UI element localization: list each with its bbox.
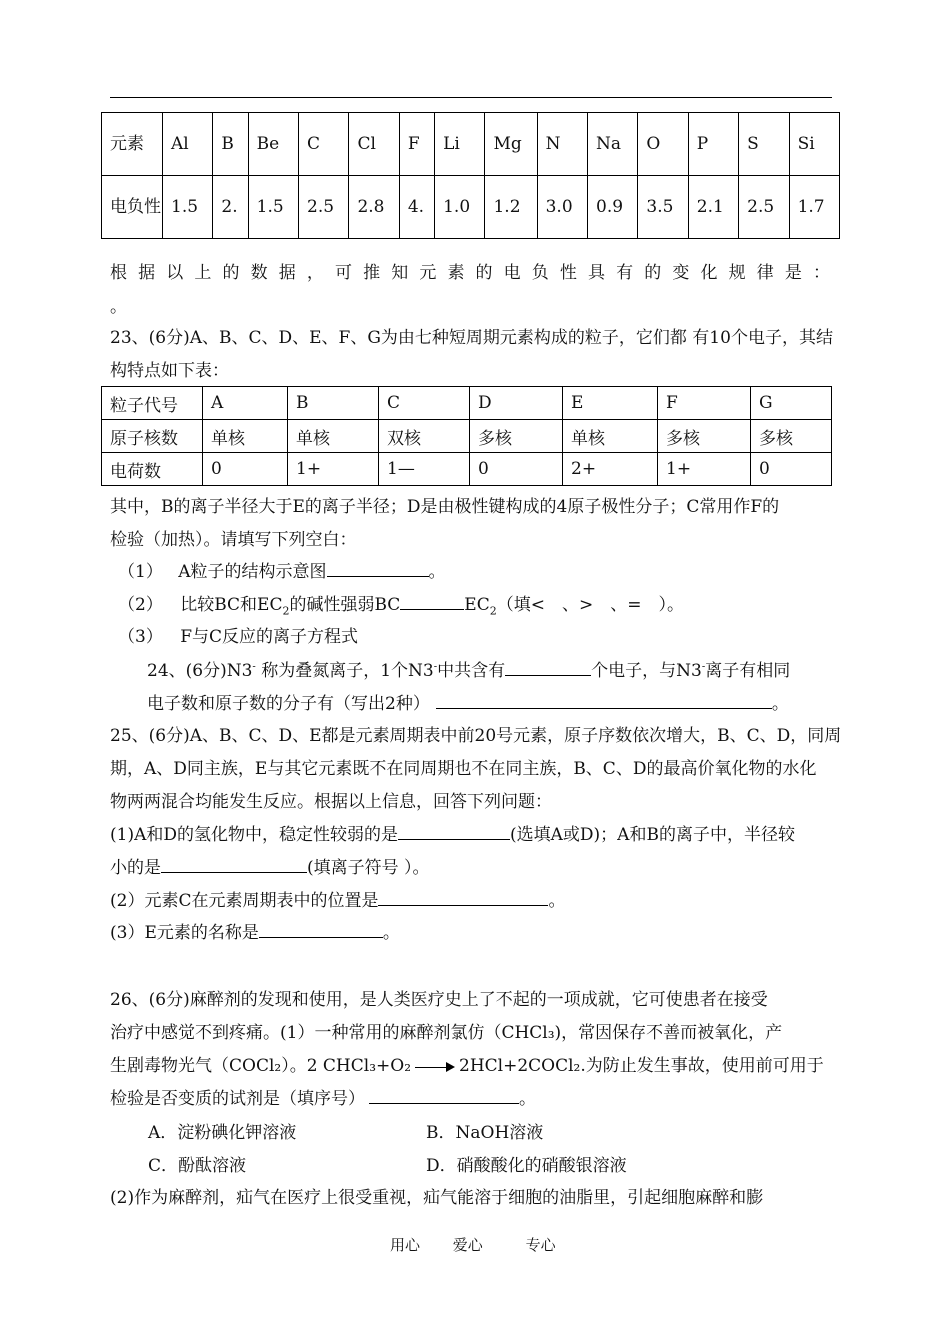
q25-text: 。 <box>548 891 566 911</box>
table-cell: 1— <box>379 453 470 486</box>
subscript: 2 <box>282 604 290 618</box>
table-cell: 0 <box>470 453 563 486</box>
answer-blank[interactable] <box>378 891 548 906</box>
answer-blank[interactable] <box>398 825 510 840</box>
q26-line5: (2)作为麻醉剂，疝气在医疗上很受重视，疝气能溶于细胞的油脂里，引起细胞麻醉和膨 <box>110 1188 764 1208</box>
table-header-cell: A <box>203 387 288 420</box>
table-row <box>102 113 840 176</box>
q24-line1 <box>147 656 790 681</box>
q24-text: 称为叠氮离子，1个N3 <box>255 661 434 681</box>
table-cell: Cl <box>349 113 399 176</box>
q25-text: (1)A和D的氢化物中，稳定性较弱的是 <box>110 825 398 845</box>
table-cell: 1+ <box>658 453 751 486</box>
table-cell: B <box>213 113 248 176</box>
answer-blank[interactable] <box>161 858 307 873</box>
q24-text: 中共含有 <box>437 661 506 681</box>
q25-line4 <box>110 820 795 845</box>
q24-text: 电子数和原子数的分子有（写出2种） <box>147 694 430 714</box>
table-cell: 2.8 <box>349 176 399 239</box>
table-cell: 1.5 <box>163 176 213 239</box>
table-cell: 双核 <box>379 420 470 453</box>
table-header-cell: 元素 <box>102 113 163 176</box>
table-cell: 2+ <box>563 453 658 486</box>
table-header-cell: B <box>288 387 379 420</box>
table-cell: N <box>537 113 587 176</box>
q26-line3 <box>110 1051 824 1076</box>
table-row <box>102 420 832 453</box>
part-text: EC <box>464 595 490 615</box>
table-cell: Na <box>588 113 638 176</box>
q23-text-line1: 23、(6分)A、B、C、D、E、F、G为由七种短周期元素构成的粒子，它们都 有10个电子，其结 <box>110 328 833 348</box>
part-number: （3） <box>118 627 163 647</box>
table-cell: Mg <box>485 113 537 176</box>
footer-text: 用心 <box>390 1236 421 1254</box>
q25-line3: 物两两混合均能发生反应。根据以上信息，回答下列问题： <box>110 792 552 812</box>
table-cell: 电荷数 <box>102 453 203 486</box>
particle-table <box>101 386 832 486</box>
answer-blank[interactable] <box>369 1089 519 1104</box>
part-text: F与C反应的离子方程式 <box>180 627 359 647</box>
table-header-cell: F <box>658 387 751 420</box>
q26-text: 生剧毒物光气（COCl₂）。2 CHCl₃+O₂ <box>110 1056 412 1076</box>
q22-text-line2: 。 <box>110 297 127 317</box>
q26-option-b: B．NaOH溶液 <box>426 1123 544 1143</box>
answer-blank[interactable] <box>505 661 591 676</box>
part-end: 。 <box>428 562 446 582</box>
table-cell: 单核 <box>288 420 379 453</box>
q24-text: 24、(6分)N3 <box>147 661 253 681</box>
q25-line5 <box>110 853 430 878</box>
table-cell: C <box>299 113 349 176</box>
q25-line2: 期，A、D同主族，E与其它元素既不在同周期也不在同主族，B、C、D的最高价氧化物的水化 <box>110 759 817 779</box>
table-cell: S <box>739 113 789 176</box>
table-cell: Al <box>163 113 213 176</box>
answer-blank[interactable] <box>400 595 464 610</box>
q24-text: 离子有相同 <box>705 661 791 681</box>
superscript: - <box>701 661 706 673</box>
table-cell: 0 <box>751 453 832 486</box>
footer-text: 专心 <box>525 1236 556 1254</box>
q24-text: 个电子，与N3 <box>591 661 702 681</box>
table-cell: 单核 <box>203 420 288 453</box>
q26-option-d: D．硝酸酸化的硝酸银溶液 <box>426 1156 627 1176</box>
electronegativity-table <box>101 112 840 239</box>
table-cell: O <box>638 113 688 176</box>
q25-text: 。 <box>382 923 400 943</box>
table-row <box>102 387 832 420</box>
table-cell: 1.0 <box>435 176 485 239</box>
q26-text: 。 <box>519 1089 536 1109</box>
q23-text-line2: 构特点如下表： <box>110 361 229 381</box>
table-cell: 0 <box>203 453 288 486</box>
table-cell: 1.2 <box>485 176 537 239</box>
part-text: 比较BC和EC <box>180 595 283 615</box>
footer <box>390 1234 556 1255</box>
q23-after-line1: 其中，B的离子半径大于E的离子半径；D是由极性键构成的4原子极性分子；C常用作F的 <box>110 497 780 517</box>
table-row <box>102 176 840 239</box>
table-cell: 1+ <box>288 453 379 486</box>
table-cell: 1.5 <box>248 176 298 239</box>
q25-line7 <box>110 918 400 943</box>
table-header-cell: 粒子代号 <box>102 387 203 420</box>
part-text: A粒子的结构示意图 <box>178 562 327 582</box>
q25-text: (填离子符号 ）。 <box>307 858 430 878</box>
q23-after-line2: 检验（加热）。请填写下列空白： <box>110 530 357 550</box>
table-cell: 2.5 <box>299 176 349 239</box>
q25-text: (3）E元素的名称是 <box>110 923 259 943</box>
part-text: 的碱性强弱BC <box>289 595 401 615</box>
table-cell: Si <box>789 113 839 176</box>
q23-part2 <box>118 590 684 617</box>
table-cell: F <box>399 113 434 176</box>
part-number: （1） <box>118 562 163 582</box>
table-cell: 1.7 <box>789 176 839 239</box>
table-header-cell: E <box>563 387 658 420</box>
header-rule <box>110 97 832 98</box>
q25-text: (2）元素C在元素周期表中的位置是 <box>110 891 379 911</box>
table-cell: 3.0 <box>537 176 587 239</box>
footer-text: 爱心 <box>452 1236 483 1254</box>
q26-line1: 26、(6分)麻醉剂的发现和使用，是人类医疗史上了不起的一项成就，它可使患者在接受 <box>110 990 768 1010</box>
table-cell: 单核 <box>563 420 658 453</box>
answer-blank[interactable] <box>327 562 429 577</box>
table-cell: 0.9 <box>588 176 638 239</box>
superscript: - <box>252 661 256 673</box>
q26-option-c: C．酚酞溶液 <box>148 1156 247 1176</box>
answer-blank[interactable] <box>259 923 383 938</box>
q25-line1: 25、(6分)A、B、C、D、E都是元素周期表中前20号元素，原子序数依次增大，B、C、D，同周 <box>110 726 842 746</box>
superscript: - <box>433 661 438 673</box>
q23-part3 <box>118 622 358 647</box>
table-header-cell: 电负性 <box>102 176 163 239</box>
table-cell: 2. <box>213 176 248 239</box>
q24-text: 。 <box>771 694 789 714</box>
table-header-cell: G <box>751 387 832 420</box>
q25-line6 <box>110 886 565 911</box>
table-header-cell: C <box>379 387 470 420</box>
table-cell: Be <box>248 113 298 176</box>
table-cell: 4. <box>399 176 434 239</box>
part-text: （填< 、> 、= ）。 <box>496 595 684 615</box>
table-cell: P <box>688 113 738 176</box>
table-header-cell: D <box>470 387 563 420</box>
q26-option-a: A．淀粉碘化钾溶液 <box>148 1123 297 1143</box>
table-cell: 多核 <box>751 420 832 453</box>
q26-line4 <box>110 1084 536 1109</box>
q25-text: 小的是 <box>110 858 161 878</box>
q23-part1 <box>118 557 446 582</box>
q26-line2: 治疗中感觉不到疼痛。(1）一种常用的麻醉剂氯仿（CHCl₃)，常因保存不善而被氧化，产 <box>110 1023 783 1043</box>
table-cell: 2.1 <box>688 176 738 239</box>
answer-blank[interactable] <box>436 694 772 709</box>
table-cell: 多核 <box>470 420 563 453</box>
q25-text: (选填A或D)；A和B的离子中，半径较 <box>510 825 795 845</box>
q26-text: 检验是否变质的试剂是（填序号） <box>110 1089 365 1109</box>
reaction-arrow-icon <box>415 1060 455 1074</box>
table-cell: 原子核数 <box>102 420 203 453</box>
part-number: （2） <box>118 595 163 615</box>
table-cell: 多核 <box>658 420 751 453</box>
subscript: 2 <box>489 604 497 618</box>
q22-text-line1: 根据以上的数据，可推知元素的电负性具有的变化规律是： <box>110 263 830 283</box>
q26-text: 2HCl+2COCl₂.为防止发生事故，使用前可用于 <box>459 1056 824 1076</box>
table-cell: Li <box>435 113 485 176</box>
q24-line2 <box>147 689 789 714</box>
table-cell: 3.5 <box>638 176 688 239</box>
table-cell: 2.5 <box>739 176 789 239</box>
table-row <box>102 453 832 486</box>
